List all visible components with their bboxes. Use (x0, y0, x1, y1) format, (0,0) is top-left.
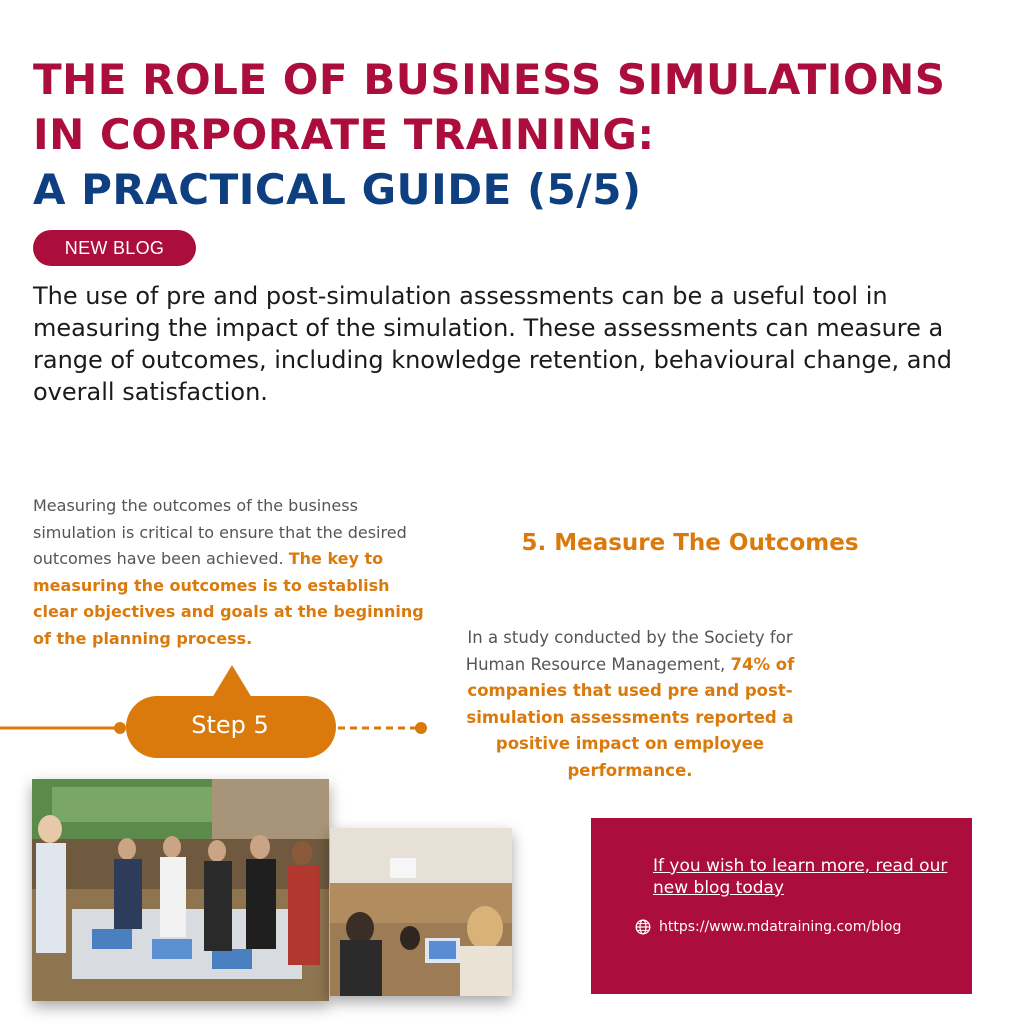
study-text-highlight: 74% of companies that used pre and post-simulation assessments reported a positive impact on employee performance. (466, 654, 795, 780)
step-label: Step 5 (191, 711, 269, 739)
learn-more-link[interactable]: If you wish to learn more, read our new blog today (653, 856, 948, 898)
outcomes-description-text: Measuring the outcomes of the business simulation is critical to ensure that the desired outcomes have been achieved. (33, 496, 407, 568)
title-line-2: IN CORPORATE TRAINING: (33, 110, 655, 159)
cta-url-row (635, 919, 901, 935)
speech-pointer (212, 665, 252, 698)
globe-icon (635, 919, 651, 935)
intro-paragraph: The use of pre and post-simulation assessments can be a useful tool in measuring the impact of the simulation. These assessments can measure a range of outcomes, including knowledge retention, behavioural change, and overall satisfaction. (33, 282, 952, 406)
title-line-3: A PRACTICAL GUIDE (5/5) (33, 165, 642, 214)
page-title (33, 52, 1003, 217)
study-text-plain: In a study conducted by the Society for Human Resource Management, (465, 628, 793, 674)
timeline-left-dot (114, 722, 126, 734)
outcomes-description-highlight: The key to measuring the outcomes is to establish clear objectives and goals at the beginning of the planning process. (33, 549, 424, 648)
training-photo-right (330, 828, 512, 996)
learn-more-panel (591, 818, 972, 994)
timeline-right-dot (415, 722, 427, 734)
new-blog-badge: NEW BLOG (33, 230, 196, 266)
study-text (440, 625, 820, 784)
title-line-1: THE ROLE OF BUSINESS SIMULATIONS (33, 55, 946, 104)
step-heading: 5. Measure The Outcomes (521, 530, 859, 556)
training-photo-left (32, 779, 329, 1001)
blog-url[interactable]: https://www.mdatraining.com/blog (659, 919, 902, 935)
outcomes-description (33, 493, 438, 652)
